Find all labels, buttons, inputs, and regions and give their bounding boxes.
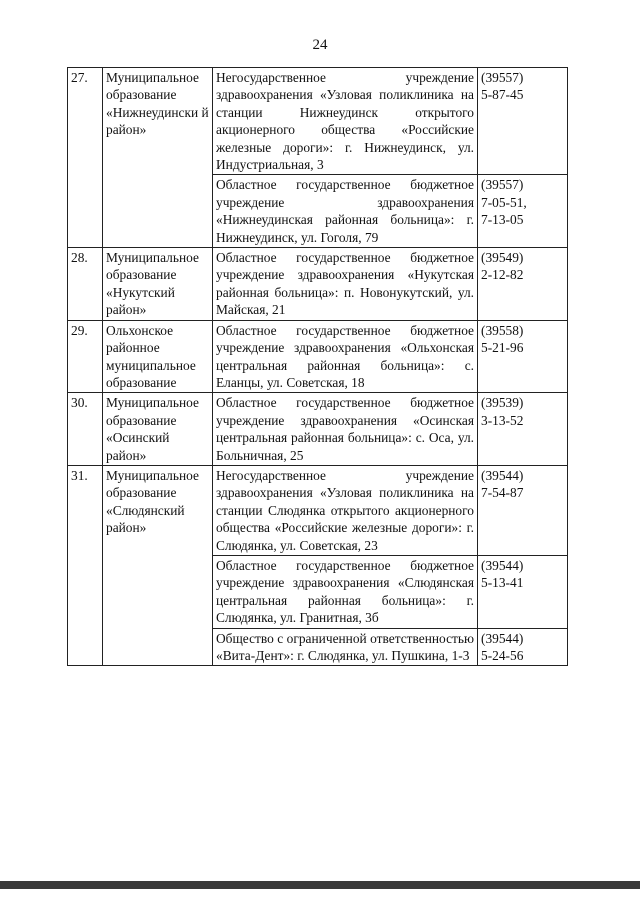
phone-cell: (39557) 7-05-51, 7-13-05 — [478, 175, 568, 248]
row-number: 29. — [68, 320, 103, 393]
page-number: 24 — [312, 37, 328, 53]
scan-edge-bar — [0, 881, 640, 889]
institution-cell: Областное государственное бюджетное учреждение здравоохранения «Нукутская районная больница»: п. Новонукутский, ул. Майская, 21 — [213, 248, 478, 321]
municipality-cell: Муниципальное образование «Слюдянский район» — [103, 465, 213, 665]
municipality-cell: Ольхонское районное муниципальное образование — [103, 320, 213, 393]
phone-cell: (39558) 5-21-96 — [478, 320, 568, 393]
institution-cell: Негосударственное учреждение здравоохранения «Узловая поликлиника на станции Слюдянка открытого акционерного общества «Российские железные дороги»: г. Слюдянка, ул. Советская, 23 — [213, 465, 478, 555]
institution-cell: Областное государственное бюджетное учреждение здравоохранения «Осинская центральная районная больница»: с. Оса, ул. Больничная, 25 — [213, 393, 478, 466]
table-body — [68, 68, 568, 666]
municipality-cell: Муниципальное образование «Осинский район» — [103, 393, 213, 466]
institution-cell: Негосударственное учреждение здравоохранения «Узловая поликлиника на станции Нижнеудинск открытого акционерного общества «Российские железные дороги»: г. Нижнеудинск, ул. Индустриальная, 3 — [213, 68, 478, 175]
row-number: 30. — [68, 393, 103, 466]
phone-cell: (39544) 5-24-56 — [478, 628, 568, 666]
table-row — [68, 465, 568, 555]
institution-cell: Областное государственное бюджетное учреждение здравоохранения «Нижнеудинская районная больница»: г. Нижнеудинск, ул. Гоголя, 79 — [213, 175, 478, 248]
phone-cell: (39557) 5-87-45 — [478, 68, 568, 175]
table-row — [68, 393, 568, 466]
institution-cell: Общество с ограниченной ответственностью «Вита-Дент»: г. Слюдянка, ул. Пушкина, 1-3 — [213, 628, 478, 666]
phone-cell: (39544) 5-13-41 — [478, 555, 568, 628]
institution-cell: Областное государственное бюджетное учреждение здравоохранения «Слюдянская центральная районная больница»: г. Слюдянка, ул. Гранитная, 3б — [213, 555, 478, 628]
phone-cell: (39544) 7-54-87 — [478, 465, 568, 555]
municipality-cell: Муниципальное образование «Нукутский район» — [103, 248, 213, 321]
table-row — [68, 320, 568, 393]
table-row — [68, 68, 568, 175]
row-number: 31. — [68, 465, 103, 665]
municipality-cell: Муниципальное образование «Нижнеудински й район» — [103, 68, 213, 248]
phone-cell: (39549) 2-12-82 — [478, 248, 568, 321]
table-row — [68, 248, 568, 321]
institution-cell: Областное государственное бюджетное учреждение здравоохранения «Ольхонская центральная районная больница»: с. Еланцы, ул. Советская, 18 — [213, 320, 478, 393]
phone-cell: (39539) 3-13-52 — [478, 393, 568, 466]
row-number: 28. — [68, 248, 103, 321]
institutions-table — [67, 67, 568, 666]
row-number: 27. — [68, 68, 103, 248]
